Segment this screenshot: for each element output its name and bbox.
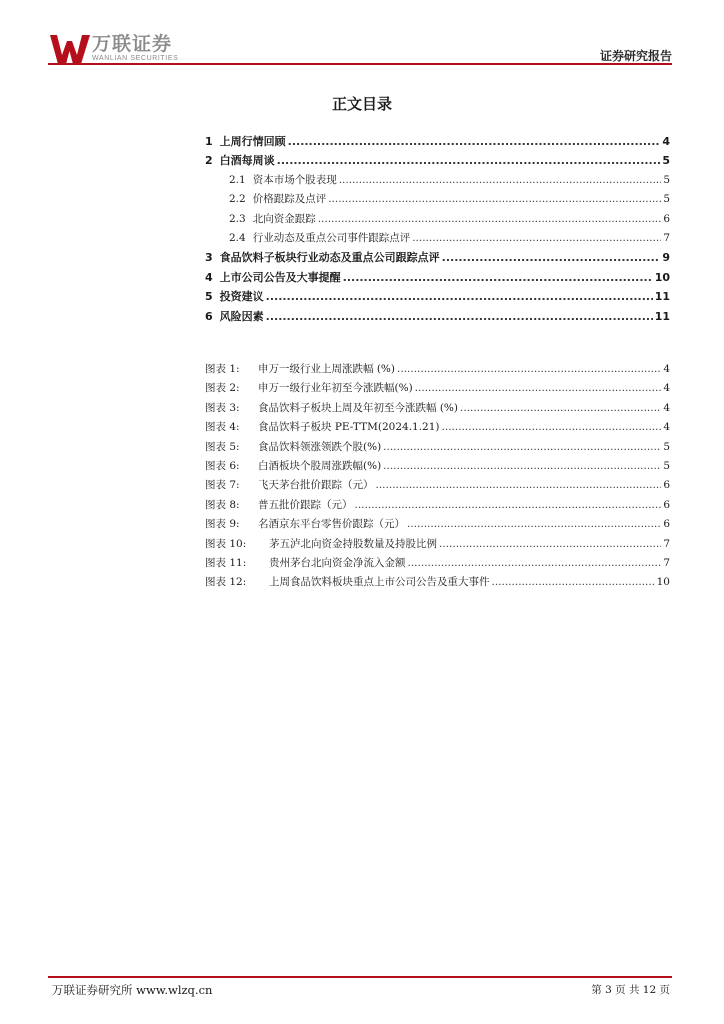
- figure-entry-label: 申万一级行业年初至今涨跌幅(%): [258, 382, 413, 395]
- logo-en-text: WANLIAN SECURITIES: [92, 55, 179, 62]
- figure-entry-number: 图表 3:: [205, 401, 240, 414]
- figure-list: [205, 360, 670, 593]
- figure-entry-number: 图表 12:: [205, 576, 247, 589]
- toc-entry-label: 投资建议: [219, 290, 264, 304]
- leader-dots: [339, 171, 662, 190]
- leader-dots: [266, 307, 653, 326]
- toc-entry-page: 4: [662, 135, 670, 148]
- figure-entry[interactable]: [205, 496, 670, 515]
- figure-entry[interactable]: [205, 515, 670, 534]
- figure-entry-number: 图表 4:: [205, 421, 240, 434]
- wanlian-logo-icon: [48, 33, 92, 65]
- figure-entry-label: 茅五泸北向资金持股数量及持股比例: [269, 537, 437, 550]
- leader-dots: [355, 496, 662, 515]
- figure-entry-label: 申万一级行业上周涨跌幅 (%): [258, 363, 396, 375]
- toc-entry-number: 2.2: [229, 193, 246, 206]
- logo-cn-text: 万联证券: [92, 33, 173, 55]
- leader-dots: [266, 287, 653, 306]
- figure-entry-number: 图表 9:: [205, 518, 240, 531]
- figure-entry[interactable]: [205, 360, 670, 379]
- figure-entry-page: 5: [663, 459, 670, 472]
- leader-dots: [288, 132, 661, 151]
- toc-entry-number: 2.3: [229, 212, 246, 225]
- toc-entry-number: 3: [205, 251, 213, 265]
- toc-entry-number: 5: [205, 290, 213, 304]
- toc-entry-label: 价格跟踪及点评: [252, 193, 327, 206]
- figure-entry-number: 图表 11:: [205, 556, 247, 569]
- figure-entry[interactable]: [205, 399, 670, 418]
- figure-entry-page: 6: [663, 479, 670, 492]
- page-header: [0, 0, 724, 64]
- figure-entry[interactable]: [205, 379, 670, 398]
- figure-entry[interactable]: [205, 418, 670, 437]
- figure-entry-label: 食品饮料子板块上周及年初至今涨跌幅 (%): [258, 401, 459, 414]
- leader-dots: [318, 210, 662, 229]
- figure-entry-label: 贵州茅台北向资金净流入金额: [269, 556, 406, 569]
- figure-entry-page: 4: [663, 363, 670, 375]
- leader-dots: [328, 190, 661, 209]
- toc-entry-page: 9: [662, 251, 670, 265]
- leader-dots: [408, 554, 662, 573]
- footer-divider: [48, 976, 672, 978]
- figure-entry-label: 白酒板块个股周涨跌幅(%): [258, 459, 382, 472]
- leader-dots: [412, 229, 661, 248]
- figure-entry-page: 4: [663, 382, 670, 395]
- figure-entry-number: 图表 6:: [205, 459, 240, 472]
- figure-entry-label: 食品饮料子板块 PE-TTM(2024.1.21): [258, 421, 440, 434]
- figure-entry-page: 7: [663, 556, 670, 569]
- toc-entry[interactable]: [205, 151, 670, 170]
- toc-entry-page: 7: [663, 231, 670, 244]
- toc-entry-number: 2.1: [229, 173, 246, 186]
- toc-entry-label: 行业动态及重点公司事件跟踪点评: [252, 231, 411, 244]
- figure-entry-page: 5: [663, 440, 670, 453]
- toc-entry-page: 10: [654, 270, 670, 284]
- leader-dots: [376, 476, 662, 495]
- leader-dots: [492, 573, 655, 592]
- footer-source: 万联证券研究所 www.wlzq.cn: [52, 983, 213, 997]
- toc-entry-label: 风险因素: [219, 309, 264, 323]
- figure-entry-page: 10: [656, 576, 670, 589]
- toc-entry[interactable]: [205, 268, 670, 287]
- figure-entry-number: 图表 5:: [205, 440, 240, 453]
- leader-dots: [439, 535, 661, 554]
- figure-entry-number: 图表 2:: [205, 382, 240, 395]
- figure-entry[interactable]: [205, 476, 670, 495]
- leader-dots: [442, 418, 662, 437]
- figure-entry-page: 6: [663, 498, 670, 511]
- leader-dots: [343, 268, 653, 287]
- toc-entry-label: 白酒每周谈: [219, 154, 275, 168]
- toc-entry[interactable]: [205, 171, 670, 190]
- toc-entry-label: 资本市场个股表现: [252, 173, 337, 186]
- figure-entry-label: 飞天茅台批价跟踪（元）: [258, 479, 374, 492]
- figure-entry-label: 食品饮料领涨领跌个股(%): [258, 440, 382, 453]
- toc-entry-number: 6: [205, 309, 213, 323]
- report-type-label: 证券研究报告: [599, 49, 672, 63]
- toc-entry-page: 5: [662, 154, 670, 168]
- toc-entry-page: 11: [654, 309, 670, 323]
- toc-entry[interactable]: [205, 132, 670, 151]
- figure-entry[interactable]: [205, 573, 670, 592]
- toc-entry-page: 11: [654, 290, 670, 304]
- toc-entry[interactable]: [205, 248, 670, 267]
- figure-entry-label: 上周食品饮料板块重点上市公司公告及重大事件: [269, 576, 490, 589]
- figure-entry-page: 4: [663, 421, 670, 434]
- toc-entry[interactable]: [205, 190, 670, 209]
- toc-entry-label: 食品饮料子板块行业动态及重点公司跟踪点评: [219, 251, 440, 265]
- toc-entry-page: 6: [663, 212, 670, 225]
- figure-entry-label: 普五批价跟踪（元）: [258, 498, 353, 511]
- leader-dots: [442, 248, 661, 267]
- figure-entry-number: 图表 10:: [205, 537, 247, 550]
- leader-dots: [415, 379, 662, 398]
- figure-entry-page: 4: [663, 401, 670, 414]
- toc-entry-page: 5: [663, 193, 670, 206]
- toc-entry-label: 上市公司公告及大事提醒: [219, 270, 341, 284]
- page-number: 第 3 页 共 12 页: [591, 984, 670, 996]
- toc-entry[interactable]: [205, 307, 670, 326]
- figure-entry-page: 7: [663, 537, 670, 550]
- figure-entry-label: 名酒京东平台零售价跟踪（元）: [258, 518, 405, 531]
- figure-entry-number: 图表 1:: [205, 363, 240, 375]
- figure-entry[interactable]: [205, 554, 670, 573]
- toc-entry-label: 上周行情回顾: [219, 135, 286, 148]
- company-logo: [48, 33, 198, 65]
- figure-entry[interactable]: [205, 457, 670, 476]
- toc-title: 正文目录: [331, 95, 392, 113]
- toc-entry-number: 2.4: [229, 231, 246, 244]
- toc-entry-label: 北向资金跟踪: [252, 212, 316, 225]
- toc-entry-page: 5: [663, 173, 670, 186]
- leader-dots: [277, 151, 661, 170]
- header-divider: [48, 63, 672, 65]
- figure-entry-number: 图表 7:: [205, 479, 240, 492]
- leader-dots: [383, 457, 661, 476]
- toc-entry[interactable]: [205, 287, 670, 306]
- toc-entry-number: 4: [205, 270, 213, 284]
- table-of-contents: [205, 132, 670, 326]
- leader-dots: [397, 360, 661, 379]
- toc-entry[interactable]: [205, 210, 670, 229]
- leader-dots: [383, 438, 661, 457]
- toc-entry-number: 1: [205, 135, 213, 148]
- figure-entry-page: 6: [663, 518, 670, 531]
- toc-entry-number: 2: [205, 154, 213, 168]
- leader-dots: [407, 515, 661, 534]
- figure-entry[interactable]: [205, 535, 670, 554]
- figure-entry-number: 图表 8:: [205, 498, 240, 511]
- toc-entry[interactable]: [205, 229, 670, 248]
- figure-entry[interactable]: [205, 438, 670, 457]
- leader-dots: [460, 399, 661, 418]
